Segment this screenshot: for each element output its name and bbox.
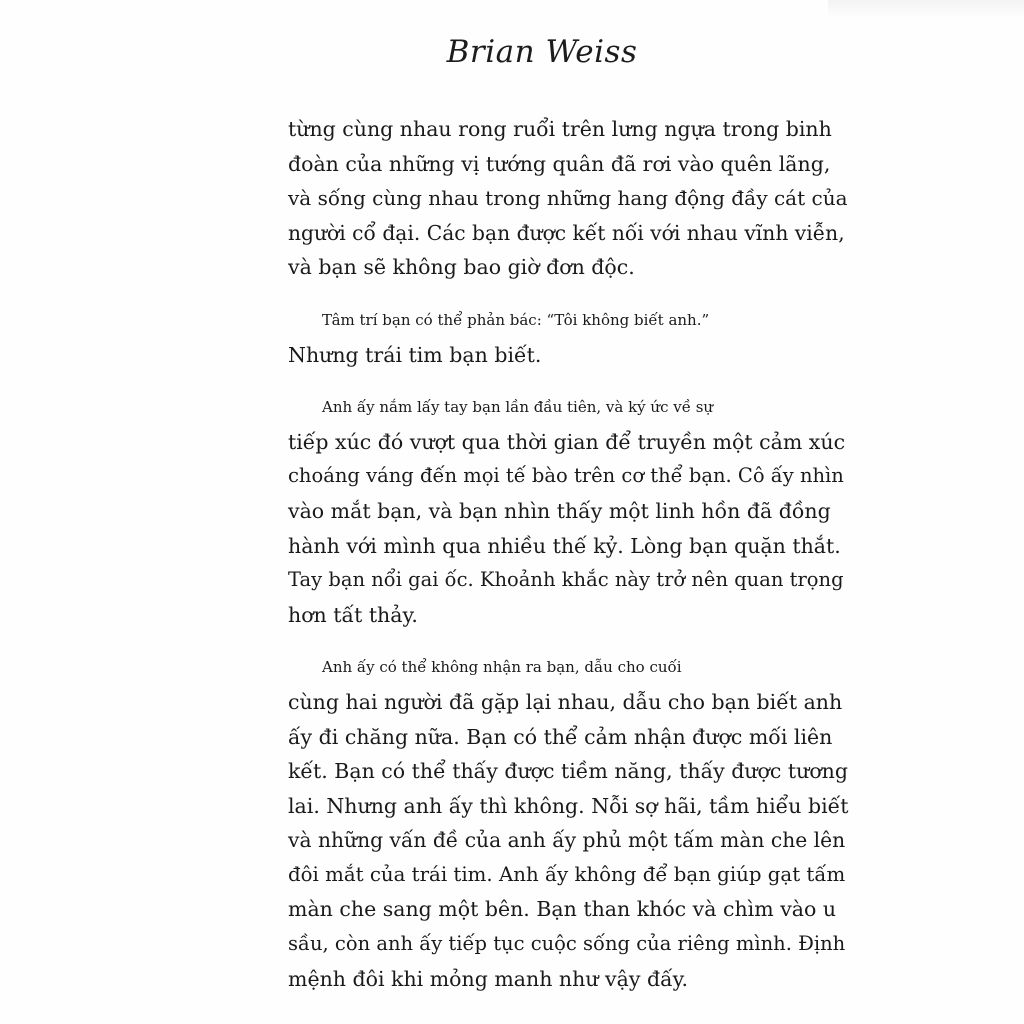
text-line: kết. Bạn có thể thấy được tiềm năng, thấy được tương (288, 759, 849, 784)
text-line: Tay bạn nổi gai ốc. Khoảnh khắc này trở nên quan trọng (288, 568, 844, 592)
page-edge-shadow (828, 0, 1024, 20)
running-header-author: Brian Weiss (446, 34, 638, 70)
text-line: người cổ đại. Các bạn được kết nối với nhau vĩnh viễn, (288, 220, 845, 245)
paragraph-2 (288, 303, 848, 372)
text-line: Anh ấy có thể không nhận ra bạn, dẫu cho cuối (322, 658, 682, 677)
text-line: choáng váng đến mọi tế bào trên cơ thể bạn. Cô ấy nhìn (288, 464, 844, 488)
text-line: tiếp xúc đó vượt qua thời gian để truyền một cảm xúc (288, 429, 846, 454)
text-line: đoàn của những vị tướng quân đã rơi vào quên lãng, (288, 151, 831, 176)
text-line: và sống cùng nhau trong những hang động đầy cát của (288, 186, 848, 211)
text-line: cùng hai người đã gặp lại nhau, dẫu cho bạn biết anh (288, 689, 843, 714)
paragraph-4 (288, 650, 848, 996)
text-line: và bạn sẽ không bao giờ đơn độc. (288, 255, 635, 280)
text-line: Anh ấy nắm lấy tay bạn lần đầu tiên, và ký ức về sự (322, 398, 714, 417)
paragraph-3 (288, 390, 848, 632)
text-line: màn che sang một bên. Bạn than khóc và chìm vào u (288, 897, 837, 922)
text-line: từng cùng nhau rong ruổi trên lưng ngựa trong binh (288, 117, 832, 141)
text-line: sầu, còn anh ấy tiếp tục cuộc sống của riêng mình. Định (288, 932, 846, 956)
text-line: và những vấn đề của anh ấy phủ một tấm màn che lên (288, 828, 846, 853)
text-line: Nhưng trái tim bạn biết. (288, 342, 542, 367)
text-line: mệnh đôi khi mỏng manh như vậy đấy. (288, 966, 689, 991)
text-line: vào mắt bạn, và bạn nhìn thấy một linh hồn đã đồng (288, 498, 831, 523)
text-line: lai. Nhưng anh ấy thì không. Nỗi sợ hãi, tầm hiểu biết (288, 793, 849, 818)
text-line: hơn tất thảy. (288, 602, 418, 627)
text-line: Tâm trí bạn có thể phản bác: “Tôi không biết anh.” (322, 310, 710, 329)
text-line: đôi mắt của trái tim. Anh ấy không để bạn giúp gạt tấm (288, 862, 846, 886)
page-body (288, 112, 848, 1014)
text-line: ấy đi chăng nữa. Bạn có thể cảm nhận được mối liên (288, 724, 833, 749)
paragraph-1 (288, 112, 848, 285)
text-line: hành với mình qua nhiều thế kỷ. Lòng bạn quặn thắt. (288, 533, 841, 558)
